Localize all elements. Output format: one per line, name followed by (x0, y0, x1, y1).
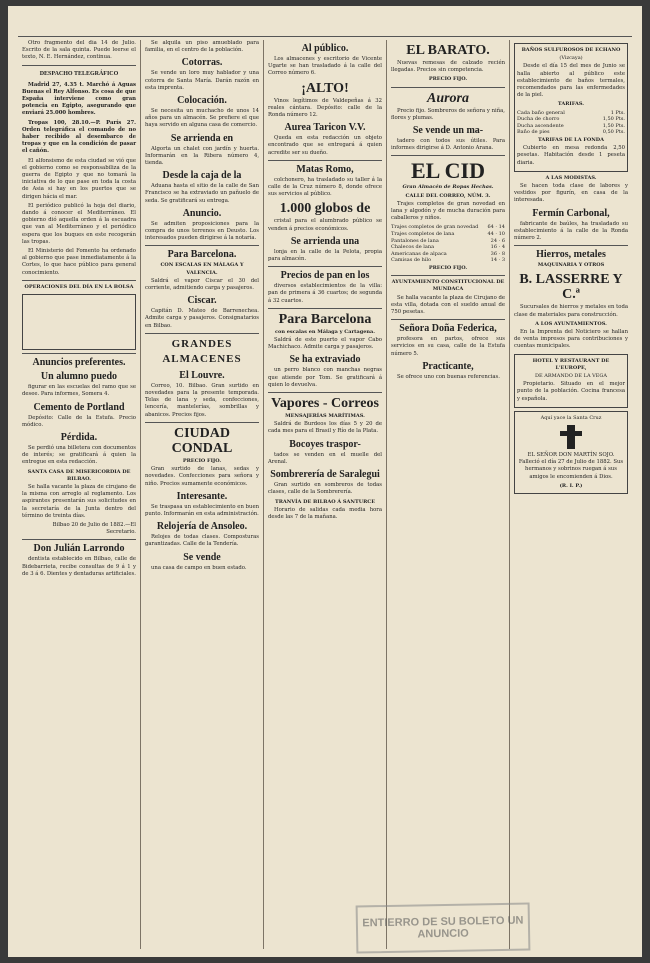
column-5 (509, 40, 632, 949)
ad-heading: Vapores - Correos (271, 396, 379, 412)
column-3 (263, 40, 386, 949)
ad-subheading: (Vizcaya) (559, 55, 583, 62)
article-text: El Ministerio del Fomento ha ordenado al gobierno que pase inmediatamente á la Cortes, lo que hace público para general conocimiento. (22, 248, 136, 276)
column-1 (18, 40, 140, 949)
ad-text: tados se venden en el muelle del Arenal. (268, 451, 382, 465)
ad-subheading: TARIFAS DE LA FONDA (537, 137, 605, 143)
ad-heading: Colocación. (177, 95, 227, 107)
ad-text: Se perdió una billetera con documentos de interés; se gratificará á quien la entregue en esta redacción. (22, 444, 136, 466)
intro-text: Otro fragmento del día 14 de Julio. Escrito de la sala quinta. Puede leerse el texto, N. E. Hernández, continua. (22, 40, 136, 61)
price-list (391, 224, 505, 264)
ad-heading: BAÑOS SULFUROSOS DE ECHANO (521, 47, 621, 53)
divider (22, 353, 136, 354)
ad-heading: Para Barcelona (278, 311, 372, 327)
ad-heading: Sombrerería de Saralegui (270, 469, 380, 481)
ad-text: Aduana hasta el sitio de la calle de San Francisco se ha extraviado un pañuelo de seda. Se gratificará su entrega. (145, 183, 259, 204)
divider (268, 308, 382, 309)
ad-text: Se ofrece uno con buenas referencias. (397, 373, 500, 380)
ad-heading: Bocoyes traspor- (289, 438, 361, 450)
ad-subheading: PRECIO FIJO. (182, 457, 222, 464)
ad-subheading: Gran Almacén de Ropas Hechas. (402, 184, 494, 191)
ad-heading: GRANDES ALMACENES (162, 337, 242, 365)
stock-table (22, 294, 136, 350)
ad-subheading: DE ARMANDO DE LA VEGA (534, 373, 608, 380)
ad-heading: Anuncio. (182, 207, 222, 219)
price-row: Americanas de alpaca 36 · 8 (391, 250, 505, 257)
ad-text: figurar en las escuelas del ramo que se desee. Para informes, Somera 4. (22, 384, 136, 398)
obituary-box (514, 411, 628, 494)
ad-text: Desde el día 15 del mes de Junio se halla abierto al público este establecimiento de baños termales, recomendados para las enfermedades de la piel. (517, 63, 625, 99)
ad-heading: ¡ALTO! (301, 80, 349, 96)
dispatch-text: Madrid 27, 4.35 t. Marchó á Aguas Buenas el Rey Alfonso. Es cosa de que España interviene como gran potencia en Egipto, asegurando que enviará 25.000 hombres. (22, 81, 136, 117)
divider (268, 266, 382, 267)
price-row: Trajes completos de lana 44 · 10 (391, 231, 505, 238)
ad-heading: Interesante. (176, 490, 228, 502)
ad-sign: PRECIO FIJO. (428, 265, 468, 271)
ad-subheading: CON ESCALAS EN MÁLAGA Y VALENCIA. (160, 262, 244, 276)
divider (145, 333, 259, 334)
ad-heading: A LAS MODISTAS. (545, 174, 597, 181)
table-heading: OPERACIONES DEL DÍA EN LA BOLSA (24, 283, 134, 290)
ad-heading: SANTA CASA DE MISERICORDIA DE BILBAO. (27, 468, 131, 482)
ad-heading: Se ha extraviado (289, 354, 361, 366)
ad-text: profesora en partos, ofrece sus servicios en su casa, calle de la Estufa número 5. (391, 336, 505, 357)
tariff-row: Cada baño general 1 Pts. (517, 109, 625, 116)
obituary-text: EL SEÑOR DON MARTÍN SOJO. Falleció el día 27 de Julio de 1882. Sus hermanos y sobrinos ruegan á sus amigos le encomienden á Dios. (518, 452, 624, 480)
price-row: Trajes completos de gran novedad 64 · 14 (391, 224, 505, 231)
column-2 (140, 40, 263, 949)
ad-heading: EL BARATO. (406, 43, 490, 58)
ad-heading: Pérdida. (60, 431, 98, 443)
ad-heading: Aurora (426, 90, 470, 106)
ad-text: Se traspasa un establecimiento en buen punto. Informarán en esta administración. (145, 503, 259, 517)
ad-text: Nuevas remesas de calzado recién llegadas. Precios sin competencia. (391, 60, 505, 74)
ad-address: CALLE DEL CORREO, NÚM. 3. (405, 192, 491, 199)
ad-heading: A LOS AYUNTAMIENTOS. (535, 320, 607, 327)
ad-sign: Bilbao 20 de Julio de 1882.—El Secretario. (52, 521, 136, 536)
ad-logo: B. LASSERRE Y C.ª (519, 272, 623, 303)
ad-text: colchonero, ha trasladado su taller á la calle de la Cruz número 8, donde ofrece sus servicios al público. (268, 176, 382, 198)
ad-text: Sucursales de hierros y metales en toda clase de materiales para construcción. (514, 304, 628, 318)
ad-text: Vinos legítimos de Valdepeñas á 32 reales cántara. Depósito: calle de la Ronda número 12. (268, 97, 382, 119)
tariff-row: Ducha ascendente 1,50 Pts. (517, 122, 625, 129)
ad-heading: Desde la caja de la (162, 170, 242, 182)
ad-heading: Aurea Taricon V.V. (284, 122, 366, 134)
ad-text: lonja en la calle de la Pelota, propia para almacén. (268, 248, 382, 263)
divider (268, 160, 382, 161)
ad-heading: Fermín Carbonal, (532, 207, 610, 219)
ad-heading: HOTEL Y RESTAURANT DE L'EUROPE, (532, 357, 610, 371)
ad-heading: Relojería de Ansoleo. (156, 521, 248, 533)
ad-text: un perro blanco con manchas negras que atiende por Tom. Se gratificará á quien lo devuelva. (268, 367, 382, 388)
ad-heading: Se arrienda una (290, 235, 360, 247)
ad-heading: Un alumno puedo (40, 371, 118, 383)
divider (268, 392, 382, 393)
cross-icon (567, 425, 575, 449)
ad-text: Trajes completos de gran novedad en lana y algodón y de mucha duración para caballeros y niños. (391, 200, 505, 222)
divider (391, 275, 505, 276)
divider (145, 245, 259, 246)
ad-logo: EL CID (411, 158, 485, 184)
ad-heading: TRANVÍA DE BILBAO Á SANTURCE (274, 498, 376, 505)
ad-heading: CIUDAD CONDAL (171, 425, 233, 456)
ad-text: Horario de salidas cada media hora desde las 7 de la mañana. (268, 506, 382, 520)
ad-sign: PRECIO FIJO. (428, 76, 468, 83)
section-heading: Anuncios preferentes. (32, 357, 126, 369)
divider (514, 245, 628, 246)
ad-heading: Matas Romo, (296, 163, 354, 175)
column-area (18, 40, 632, 949)
price-row: Camisas de hilo 14 · 3 (391, 257, 505, 264)
ad-subheading: MAQUINARIA Y OTROS (537, 262, 605, 269)
ad-text: Relojes de todas clases. Composturas garantizadas. Calle de la Tendería. (145, 534, 259, 548)
ad-text: una casa de campo en buen estado. (151, 564, 247, 571)
ad-text: Queda en esta redacción un objeto encontrado que se entregará á quien acredite ser su dueño. (268, 135, 382, 156)
divider (391, 87, 505, 88)
ad-heading: AYUNTAMIENTO CONSTITUCIONAL DE MUNDACA (391, 279, 505, 293)
ad-subheading: MENSAJERÍAS MARÍTIMAS. (285, 413, 365, 420)
price-row: Chalecos de lana 16 · 4 (391, 244, 505, 251)
ad-text: Se vende un loro muy hablador y una cotorra de Santa María. Darán razón en esta imprenta. (145, 70, 259, 91)
tariff-row: Ducha de chorro 1,50 Pts. (517, 116, 625, 123)
ad-text: Correo, 10. Bilbao. Gran surtido en novedades para la presente temporada. Telas de lana y seda, confecciones, lencería, mantelerías, sombrillas y abanicos. Precios fijos. (145, 382, 259, 418)
article-text: El alfonsismo de esta ciudad se vió que el gobierno como se responsabiliza de la guerra de Egipto y que no tomará la iniciativa de lo que pase en toda la costa de Asia si hay en los puertos que se dirigen hácia el mar. (22, 157, 136, 200)
ad-heading: Señora Doña Federica, (399, 323, 497, 335)
ad-text: Propietario. Situado en el mejor punto de la población. Cocina francesa y española. (517, 381, 625, 402)
ad-box (514, 354, 628, 408)
ad-text: Se halla vacante la plaza de cirujano de la misma con arreglo al reglamento. Los aspirantes presentarán sus solicitudes en la secretaría de la Junta dentro del término de treinta días. (22, 483, 136, 519)
ad-text: diversos establecimientos de la villa: pan de primera á 36 cuartos; de segunda á 32 cuartos. (268, 283, 382, 304)
ad-text: Precio fijo. Sombreros de señora y niña, flores y plumas. (391, 107, 505, 121)
ad-text: Se halla vacante la plaza de Cirujano de esta villa, dotada con el sueldo anual de 750 pesetas. (391, 294, 505, 316)
divider (391, 319, 505, 320)
ad-text: Capitán D. Mateo de Barrenechea. Admite carga y pasajeros. Consignatarios en Bilbao. (145, 308, 259, 329)
ad-text: Saldrá de Burdeos los días 5 y 20 de cada mes para el Brasil y Río de la Plata. (268, 421, 382, 435)
divider (391, 155, 505, 156)
ad-text: Se hacen toda clase de labores y vestidos por figurín, en casa de la interesada. (514, 183, 628, 204)
obituary-heading: Aquí yace la Santa Cruz (540, 414, 602, 421)
ad-heading: Al público. (301, 43, 349, 54)
divider (22, 539, 136, 540)
section-heading: DESPACHO TELEGRÁFICO (39, 70, 119, 77)
ad-heading: Ciscar. (187, 295, 217, 307)
ad-heading: Don Julián Larrondo (33, 543, 125, 555)
column-4 (386, 40, 509, 949)
ad-text: Cubierto en mesa redonda 2,50 pesetas. Habitación desde 1 peseta diaria. (517, 145, 625, 166)
ad-text: Gran surtido en sombreros de todas clases, calle de la Sombrerería. (268, 482, 382, 496)
divider (22, 65, 136, 66)
ad-box (514, 43, 628, 172)
ad-text: En la Imprenta del Noticiero se hallan de venta impresos para contribuciones y cuentas municipales. (514, 329, 628, 350)
divider (145, 422, 259, 423)
ad-text: Saldrá de este puerto el vapor Cabo Machichaco. Admite carga y pasajeros. (268, 337, 382, 351)
ad-heading: Precios de pan en los (280, 270, 370, 282)
ad-text: cristal para el alumbrado público se venden á precios económicos. (268, 218, 382, 232)
ad-text: Saldrá el vapor Ciscar el 30 del corriente, admitiendo carga y pasajeros. (145, 277, 259, 292)
obituary-sign: (R. I. P.) (559, 482, 583, 489)
ad-text: fabricante de baúles, ha trasladado su establecimiento á la calle de la Ronda número 2. (514, 220, 628, 242)
ad-heading: Se vende (183, 551, 221, 563)
ad-heading: Cotorras. (181, 57, 223, 69)
ad-text: dentista establecido en Bilbao, calle de Bidebarrieta, recibe consultas de 9 á 1 y de 3 á 6. Dientes y dentaduras artificiales. (22, 556, 136, 577)
ad-text: Se admiten proposiciones para la compra de unos terrenos en Deusto. Los interesados pueden dirigirse á la notaría. (145, 220, 259, 242)
ad-heading: Cemento de Portland (33, 401, 125, 413)
ad-heading: Hierros, metales (536, 249, 606, 261)
ad-text: tadero con todos sus útiles. Para informes dirigirse á D. Antonio Arana. (391, 138, 505, 152)
header-rule (18, 36, 632, 37)
ad-heading: 1.000 globos de (279, 201, 371, 217)
price-row: Pantalones de lana 24 · 6 (391, 237, 505, 244)
ad-heading: Para Barcelona. (167, 249, 237, 261)
ad-text: Se necesita un muchacho de unos 14 años para un almacén. Se prefiere el que haya servido en alguna casa de comercio. (145, 108, 259, 129)
ad-text: Depósito: Calle de la Estufa. Precio módico. (22, 414, 136, 428)
ad-subheading: El Louvre. (179, 369, 225, 381)
ad-text: Algorta un chalet con jardín y huerta. Informarán en la Ribera número 4, tienda. (145, 145, 259, 167)
ad-subheading: con escalas en Málaga y Cartagena. (274, 328, 376, 335)
ad-heading: Se vende un ma- (412, 125, 484, 137)
ad-text: Gran surtido de lanas, sedas y novedades. Confecciones para señora y niño. Precios sumamente económicos. (145, 466, 259, 487)
article-text: El periódico publicó la hoja del diario, dando á conocer el Mediterráneo. El gobierno dió aquella orden á la escuadra que van al Mediterráneo y el periódico espera que los buques en este recogerán las tropas. (22, 202, 136, 245)
faded-stamp: ENTIERRO DE SU BOLETO UN ANUNCIO (356, 902, 531, 953)
ad-text: Se alquila un piso amueblado para familia, en el centro de la población. (145, 40, 259, 54)
dispatch-text: Tropas 100, 28.10.—P. París 27. Orden telegráfica el comando de no haber recibido al desembarco de tropas y que en la condición de pasar el cañón. (22, 119, 136, 155)
ad-heading: Practicante, (422, 360, 474, 372)
ad-heading: Se arrienda en (170, 132, 234, 144)
divider (22, 280, 136, 281)
ad-subheading: TARIFAS. (557, 101, 585, 108)
ad-text: Los almacenes y escritorio de Vicente Ugarte se han trasladado á la calle del Correo número 6. (268, 56, 382, 77)
newspaper-page (8, 6, 642, 957)
tariff-row: Baño de pies 0,50 Pts. (517, 129, 625, 136)
